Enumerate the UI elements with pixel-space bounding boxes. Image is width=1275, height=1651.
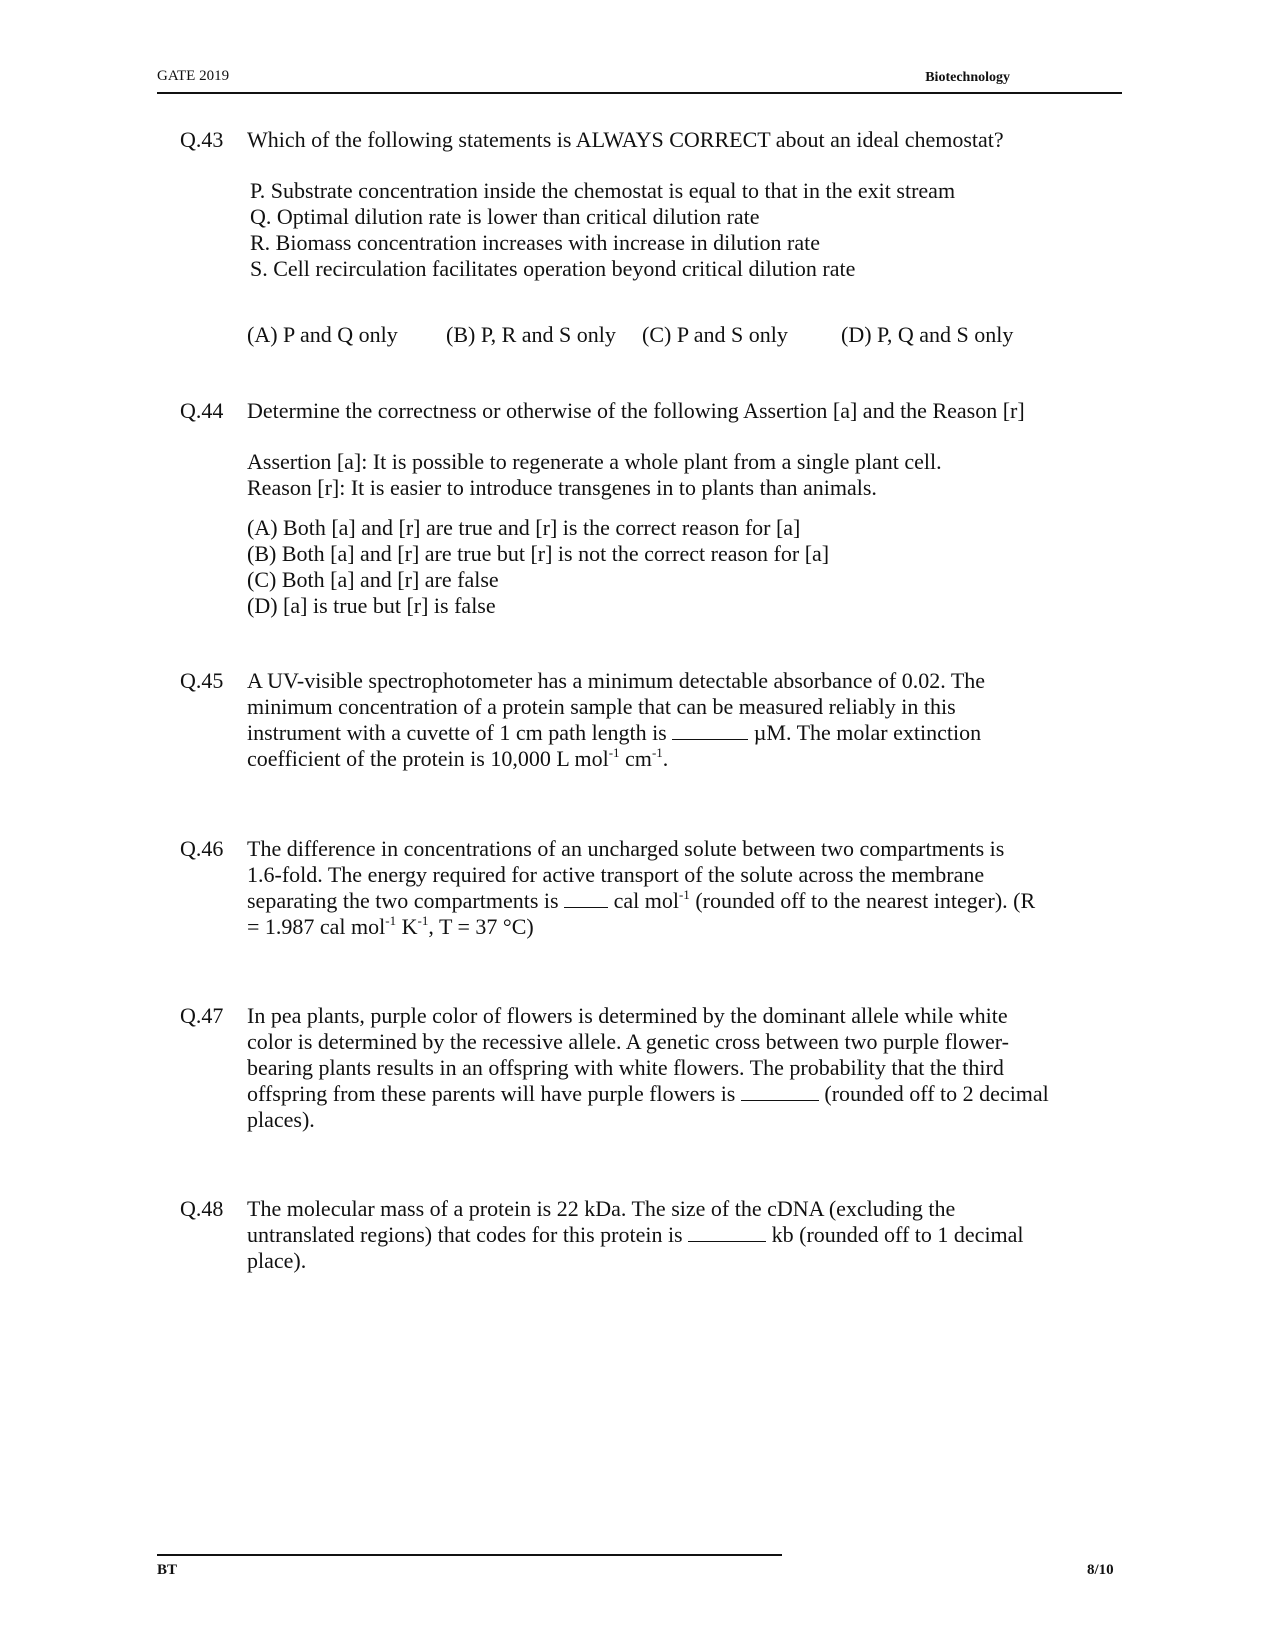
reason-text: Reason [r]: It is easier to introduce transgenes in to plants than animals. bbox=[247, 475, 877, 500]
question-line: offspring from these parents will have purple flowers is (rounded off to 2 decimal bbox=[247, 1081, 1049, 1106]
page-number: 8/10 bbox=[1087, 1562, 1114, 1578]
option-a: (A) P and Q only bbox=[247, 322, 398, 347]
question-line: separating the two compartments is cal mol$^{-1}$ (rounded off to the nearest integer). (R bbox=[247, 887, 1036, 913]
question-number: Q.43 bbox=[180, 127, 224, 152]
question-line: untranslated regions) that codes for this protein is kb (rounded off to 1 decimal bbox=[247, 1222, 1024, 1247]
footer-paper-code: BT bbox=[157, 1562, 178, 1578]
option-d: (D) P, Q and S only bbox=[841, 322, 1014, 347]
option-c: (C) Both [a] and [r] are false bbox=[247, 567, 499, 592]
question-line: place). bbox=[247, 1248, 307, 1273]
question-text: Determine the correctness or otherwise of the following Assertion [a] and the Reason [r] bbox=[247, 398, 1025, 423]
question-line: places). bbox=[247, 1107, 315, 1132]
page-header bbox=[157, 68, 1122, 94]
question-line: In pea plants, purple color of flowers is determined by the dominant allele while white bbox=[247, 1003, 1008, 1028]
option-b: (B) P, R and S only bbox=[446, 322, 616, 347]
statement-q: Q. Optimal dilution rate is lower than critical dilution rate bbox=[250, 204, 760, 229]
option-a: (A) Both [a] and [r] are true and [r] is the correct reason for [a] bbox=[247, 515, 801, 540]
question-text: Which of the following statements is ALWAYS CORRECT about an ideal chemostat? bbox=[247, 127, 1004, 152]
option-b: (B) Both [a] and [r] are true but [r] is not the correct reason for [a] bbox=[247, 541, 830, 566]
question-line: = 1.987 cal mol$^{-1}$ $K^{-1}$, T = 37 °C) bbox=[247, 913, 534, 939]
question-line: coefficient of the protein is 10,000 L mol$^{-1}$ $cm^{-1}$. bbox=[247, 745, 669, 771]
question-line: 1.6-fold. The energy required for active transport of the solute across the membrane bbox=[247, 862, 985, 887]
question-line: minimum concentration of a protein sample that can be measured reliably in this bbox=[247, 694, 956, 719]
subject-title: Biotechnology bbox=[925, 70, 1010, 85]
question-line: color is determined by the recessive allele. A genetic cross between two purple flower- bbox=[247, 1029, 1009, 1054]
question-line: instrument with a cuvette of 1 cm path length is µM. The molar extinction bbox=[247, 720, 982, 745]
question-line: A UV-visible spectrophotometer has a minimum detectable absorbance of 0.02. The bbox=[247, 668, 986, 693]
statement-p: P. Substrate concentration inside the chemostat is equal to that in the exit stream bbox=[250, 178, 956, 203]
question-number: Q.48 bbox=[180, 1196, 224, 1221]
option-d: (D) [a] is true but [r] is false bbox=[247, 593, 496, 618]
answer-blank bbox=[741, 1082, 819, 1101]
statement-list bbox=[250, 177, 1117, 282]
question-line: The molecular mass of a protein is 22 kDa. The size of the cDNA (excluding the bbox=[247, 1196, 956, 1221]
question-number: Q.45 bbox=[180, 668, 224, 693]
exam-title: GATE 2019 bbox=[157, 68, 230, 84]
statement-s: S. Cell recirculation facilitates operation beyond critical dilution rate bbox=[250, 256, 856, 281]
statement-r: R. Biomass concentration increases with increase in dilution rate bbox=[250, 230, 821, 255]
question-line: bearing plants results in an offspring with white flowers. The probability that the third bbox=[247, 1055, 1004, 1080]
answer-blank bbox=[672, 721, 748, 740]
question-number: Q.46 bbox=[180, 836, 224, 861]
footer-rule bbox=[157, 1554, 782, 1556]
option-c: (C) P and S only bbox=[642, 322, 788, 347]
question-number: Q.44 bbox=[180, 398, 224, 423]
answer-blank bbox=[688, 1223, 766, 1242]
option-list bbox=[247, 514, 1117, 619]
question-line: The difference in concentrations of an uncharged solute between two compartments is bbox=[247, 836, 1005, 861]
assertion-text: Assertion [a]: It is possible to regenerate a whole plant from a single plant cell. bbox=[247, 449, 942, 474]
question-number: Q.47 bbox=[180, 1003, 224, 1028]
answer-blank bbox=[564, 889, 608, 908]
